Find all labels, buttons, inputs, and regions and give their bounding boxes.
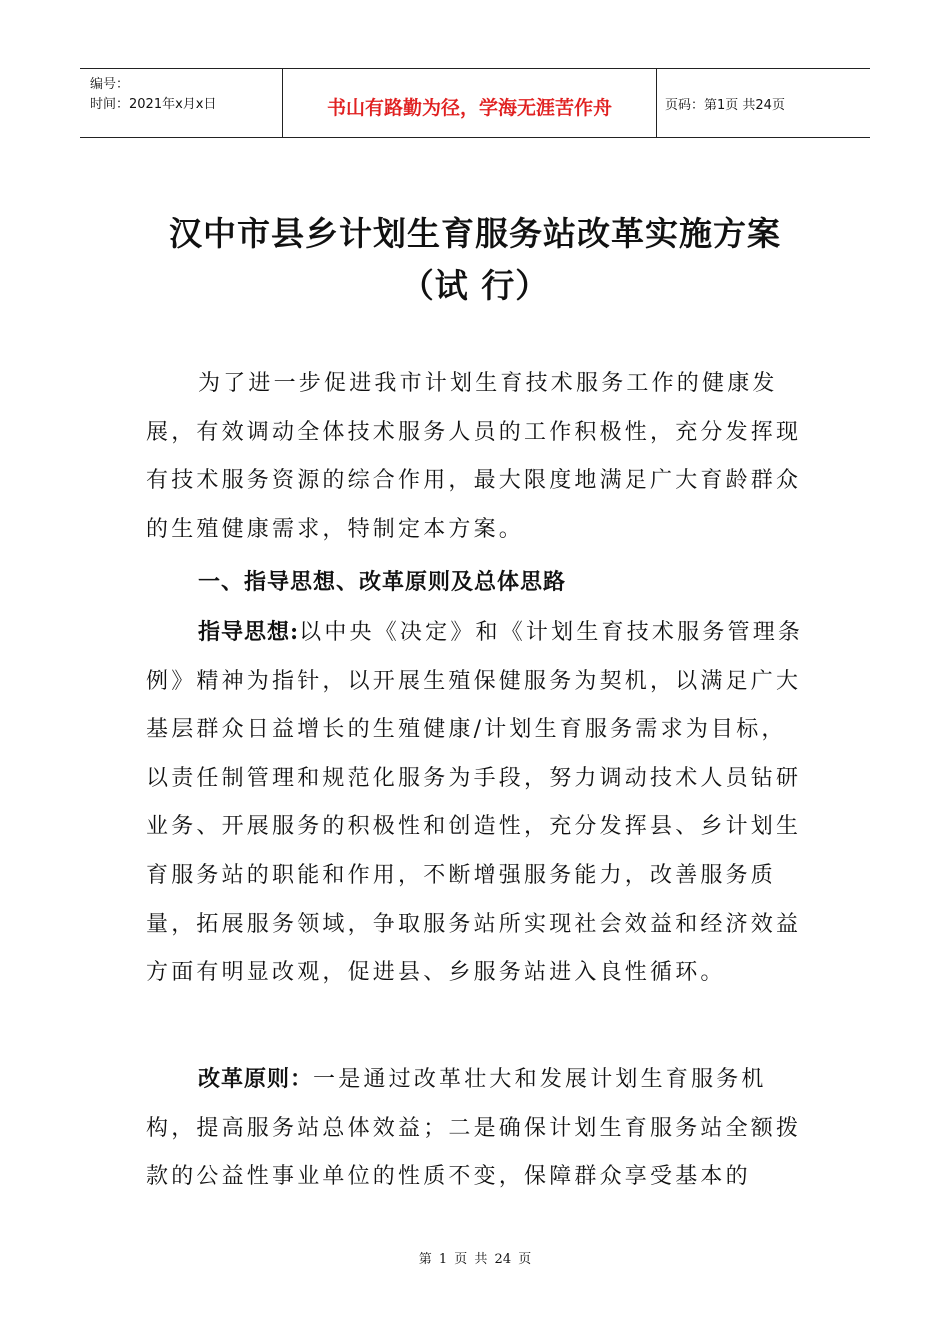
principle-label: 改革原则： xyxy=(198,1066,314,1092)
header-motto-cell xyxy=(283,69,657,137)
intro-paragraph: 为了进一步促进我市计划生育技术服务工作的健康发展，有效调动全体技术服务人员的工作积极性，充分发挥现有技术服务资源的综合作用，最大限度地满足广大育龄群众的生殖健康需求，特制定本方案。 xyxy=(146,371,802,542)
header-table xyxy=(80,68,870,138)
document-title: 汉中市县乡计划生育服务站改革实施方案 xyxy=(169,214,781,253)
principle-text: 一是通过改革壮大和发展计划生育服务机构，提高服务站总体效益；二是确保计划生育服务站全额拨款的公益性事业单位的性质不变，保障群众享受基本的 xyxy=(146,1067,802,1190)
document-number-label: 编号： xyxy=(90,77,130,92)
header-page-cell xyxy=(657,69,870,137)
guiding-paragraph xyxy=(146,608,808,998)
page-footer: 第 1 页 共 24 页 xyxy=(418,1252,532,1267)
header-motto: 书山有路勤为径，学海无涯苦作舟 xyxy=(326,97,612,119)
header-page-code: 页码：第1页 共24页 xyxy=(665,98,785,113)
guiding-text: 以中央《决定》和《计划生育技术服务管理条例》精神为指针，以开展生殖保健服务为契机，以满足广大基层群众日益增长的生殖健康/计划生育服务需求为目标，以责任制管理和规范化服务为手段，努力调动技术人员钻研业务、开展服务的积极性和创造性，充分发挥县、乡计划生育服务站的职能和作用，不断增强服务能力，改善服务质量，拓展服务领域，争取服务站所实现社会效益和经济效益方面有明显改观，促进县、乡服务站进入良性循环。 xyxy=(146,620,804,986)
principle-paragraph xyxy=(146,1055,808,1202)
guiding-label: 指导思想: xyxy=(198,619,300,645)
header-meta-cell xyxy=(80,69,283,137)
document-time-label: 时间：2021年x月x日 xyxy=(90,97,217,112)
section-heading: 一、指导思想、改革原则及总体思路 xyxy=(198,569,567,595)
document-subtitle: （试 行） xyxy=(400,266,550,305)
